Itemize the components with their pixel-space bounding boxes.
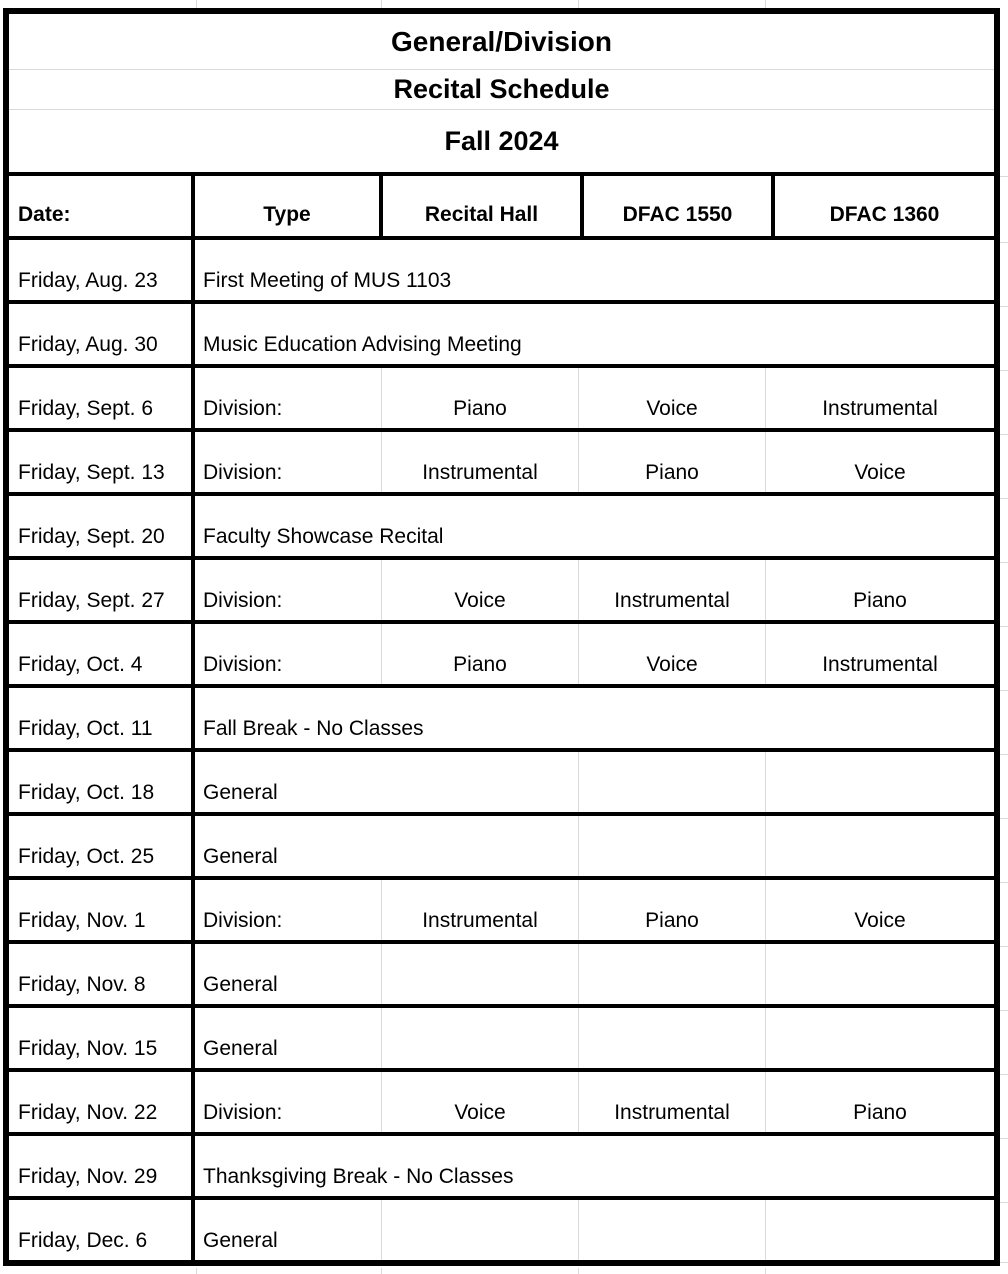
table-row <box>9 688 994 752</box>
dfac-1360-cell: Instrumental <box>765 368 994 428</box>
empty-cell <box>381 944 578 1004</box>
date-cell: Friday, Oct. 4 <box>18 653 143 676</box>
gridline-tick <box>381 1268 382 1274</box>
dfac-1550-cell: Piano <box>578 880 765 940</box>
table-row <box>9 816 994 880</box>
table-row <box>9 944 994 1008</box>
date-cell: Friday, Oct. 25 <box>18 845 155 868</box>
empty-cell <box>381 1008 578 1068</box>
type-cell: General <box>203 973 278 996</box>
gridline-tick <box>1000 626 1008 627</box>
recital-hall-cell: Voice <box>381 1072 578 1132</box>
table-row <box>9 496 994 560</box>
date-cell: Friday, Nov. 22 <box>18 1101 158 1124</box>
type-cell: Division: <box>203 397 283 420</box>
header-dfac-1360: DFAC 1360 <box>771 176 994 236</box>
empty-cell <box>578 1200 765 1260</box>
header-dfac-1550: DFAC 1550 <box>580 176 771 236</box>
note-cell: Thanksgiving Break - No Classes <box>203 1165 514 1188</box>
gridline-tick <box>1000 562 1008 563</box>
recital-hall-cell: Piano <box>381 368 578 428</box>
page-subtitle: Recital Schedule <box>393 74 610 104</box>
dfac-1550-cell: Piano <box>578 432 765 492</box>
empty-cell <box>578 752 765 812</box>
date-cell: Friday, Oct. 18 <box>18 781 155 804</box>
dfac-1550-cell: Voice <box>578 624 765 684</box>
gridline-tick <box>1000 754 1008 755</box>
gridline-tick <box>196 1268 197 1274</box>
dfac-1550-cell: Voice <box>578 368 765 428</box>
gridline-tick <box>1000 176 1008 177</box>
table-row <box>9 304 994 368</box>
note-cell: Music Education Advising Meeting <box>203 333 522 356</box>
type-cell: General <box>203 1229 278 1252</box>
empty-cell <box>578 816 765 876</box>
dfac-1360-cell: Piano <box>765 560 994 620</box>
term-label: Fall 2024 <box>444 125 559 156</box>
dfac-1360-cell: Piano <box>765 1072 994 1132</box>
type-cell: General <box>203 781 278 804</box>
empty-cell <box>765 1008 994 1068</box>
table-row <box>9 1200 994 1260</box>
recital-hall-cell: Instrumental <box>381 432 578 492</box>
type-cell: Division: <box>203 461 283 484</box>
table-row <box>9 560 994 624</box>
type-cell: Division: <box>203 653 283 676</box>
note-cell: First Meeting of MUS 1103 <box>203 269 452 292</box>
gridline-tick <box>765 0 766 8</box>
date-cell: Friday, Sept. 6 <box>18 397 154 420</box>
table-row <box>9 752 994 816</box>
gridline-tick <box>1000 242 1008 243</box>
table-row <box>9 624 994 688</box>
date-cell: Friday, Sept. 20 <box>18 525 165 548</box>
note-cell: Faculty Showcase Recital <box>203 525 444 548</box>
empty-cell <box>381 1200 578 1260</box>
table-row <box>9 240 994 304</box>
recital-hall-cell: Instrumental <box>381 880 578 940</box>
gridline-tick <box>1000 1138 1008 1139</box>
empty-cell <box>765 944 994 1004</box>
table-header-row <box>9 172 994 240</box>
date-cell: Friday, Aug. 23 <box>18 269 158 292</box>
empty-cell <box>578 944 765 1004</box>
table-row <box>9 1136 994 1200</box>
type-cell: General <box>203 845 278 868</box>
gridline-tick <box>1000 882 1008 883</box>
page-title: General/Division <box>391 25 612 57</box>
gridline-tick <box>1000 1202 1008 1203</box>
dfac-1360-cell: Voice <box>765 432 994 492</box>
table-row <box>9 880 994 944</box>
type-cell: Division: <box>203 589 283 612</box>
type-cell: General <box>203 1037 278 1060</box>
gridline-tick <box>765 1268 766 1274</box>
gridline-tick <box>1000 1074 1008 1075</box>
gridline-tick <box>578 0 579 8</box>
header-recital-hall: Recital Hall <box>379 176 580 236</box>
table-row <box>9 1072 994 1136</box>
recital-hall-cell: Voice <box>381 560 578 620</box>
type-cell: Division: <box>203 909 283 932</box>
dfac-1360-cell: Voice <box>765 880 994 940</box>
title-row-2 <box>9 70 994 110</box>
title-row-1 <box>9 14 994 70</box>
table-row <box>9 1008 994 1072</box>
gridline-tick <box>1000 370 1008 371</box>
date-cell: Friday, Nov. 1 <box>18 909 146 932</box>
date-cell: Friday, Oct. 11 <box>18 717 153 740</box>
date-cell: Friday, Aug. 30 <box>18 333 158 356</box>
empty-cell <box>765 816 994 876</box>
gridline-tick <box>196 0 197 8</box>
date-cell: Friday, Dec. 6 <box>18 1229 148 1252</box>
dfac-1360-cell: Instrumental <box>765 624 994 684</box>
gridline-tick <box>1000 1262 1008 1263</box>
title-row-3 <box>9 110 994 172</box>
dfac-1550-cell: Instrumental <box>578 560 765 620</box>
date-cell: Friday, Nov. 29 <box>18 1165 158 1188</box>
gridline-tick <box>1000 690 1008 691</box>
gridline-tick <box>1000 1010 1008 1011</box>
header-type: Type <box>191 176 379 236</box>
empty-cell <box>765 1200 994 1260</box>
gridline-tick <box>381 0 382 8</box>
table-row <box>9 368 994 432</box>
table-row <box>9 432 994 496</box>
header-date: Date: <box>18 203 71 226</box>
date-cell: Friday, Nov. 15 <box>18 1037 158 1060</box>
gridline-tick <box>1000 306 1008 307</box>
gridline-tick <box>1000 818 1008 819</box>
recital-schedule-table <box>3 8 1000 1266</box>
gridline-tick <box>1000 498 1008 499</box>
gridline-tick <box>578 1268 579 1274</box>
recital-hall-cell: Piano <box>381 624 578 684</box>
type-cell: Division: <box>203 1101 283 1124</box>
note-cell: Fall Break - No Classes <box>203 717 424 740</box>
gridline-tick <box>1000 946 1008 947</box>
empty-cell <box>765 752 994 812</box>
date-cell: Friday, Nov. 8 <box>18 973 146 996</box>
date-cell: Friday, Sept. 13 <box>18 461 165 484</box>
date-cell: Friday, Sept. 27 <box>18 589 165 612</box>
dfac-1550-cell: Instrumental <box>578 1072 765 1132</box>
gridline-tick <box>1000 434 1008 435</box>
empty-cell <box>578 1008 765 1068</box>
